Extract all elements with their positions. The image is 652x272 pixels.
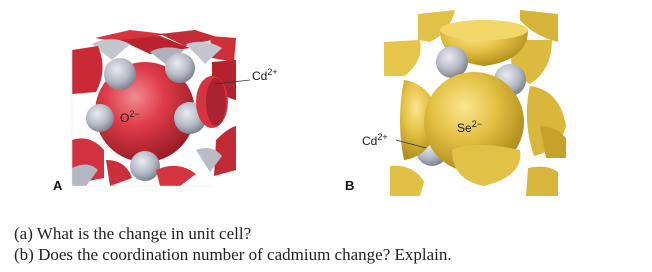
selenide-corner-piece <box>526 167 558 196</box>
oxide-ion-label: $O^{2-}$ <box>120 109 140 125</box>
cadmium-ion-label: $Cd^{2+}$ <box>252 67 278 83</box>
cadmium-ion-sphere <box>165 53 195 83</box>
selenide-corner-piece <box>384 40 421 76</box>
panel-a-unit-cell <box>53 30 278 193</box>
panel-a-letter: A <box>53 178 63 193</box>
red-face-piece <box>72 46 103 94</box>
question-a: (a) What is the change in unit cell? <box>14 224 252 243</box>
cadmium-ion-sphere <box>130 151 160 181</box>
red-face-piece <box>214 126 236 176</box>
panel-b-unit-cell <box>345 10 566 196</box>
selenide-corner-piece <box>390 166 424 196</box>
cadmium-ion-sphere <box>86 104 114 132</box>
selenide-ion-label: $Se^{2-}$ <box>457 119 482 135</box>
selenide-face-cut <box>440 20 528 40</box>
panel-b-letter: B <box>345 178 355 193</box>
question-b: (b) Does the coordination number of cadmium change? Explain. <box>14 245 452 264</box>
selenide-face-half-sphere <box>452 145 520 186</box>
cadmium-ion-label: $Cd^{2+}$ <box>362 132 388 148</box>
cadmium-ion-sphere <box>104 58 136 90</box>
red-face-piece <box>106 160 132 186</box>
oxide-half-sphere-edge <box>206 78 226 126</box>
red-face-piece <box>156 166 196 186</box>
